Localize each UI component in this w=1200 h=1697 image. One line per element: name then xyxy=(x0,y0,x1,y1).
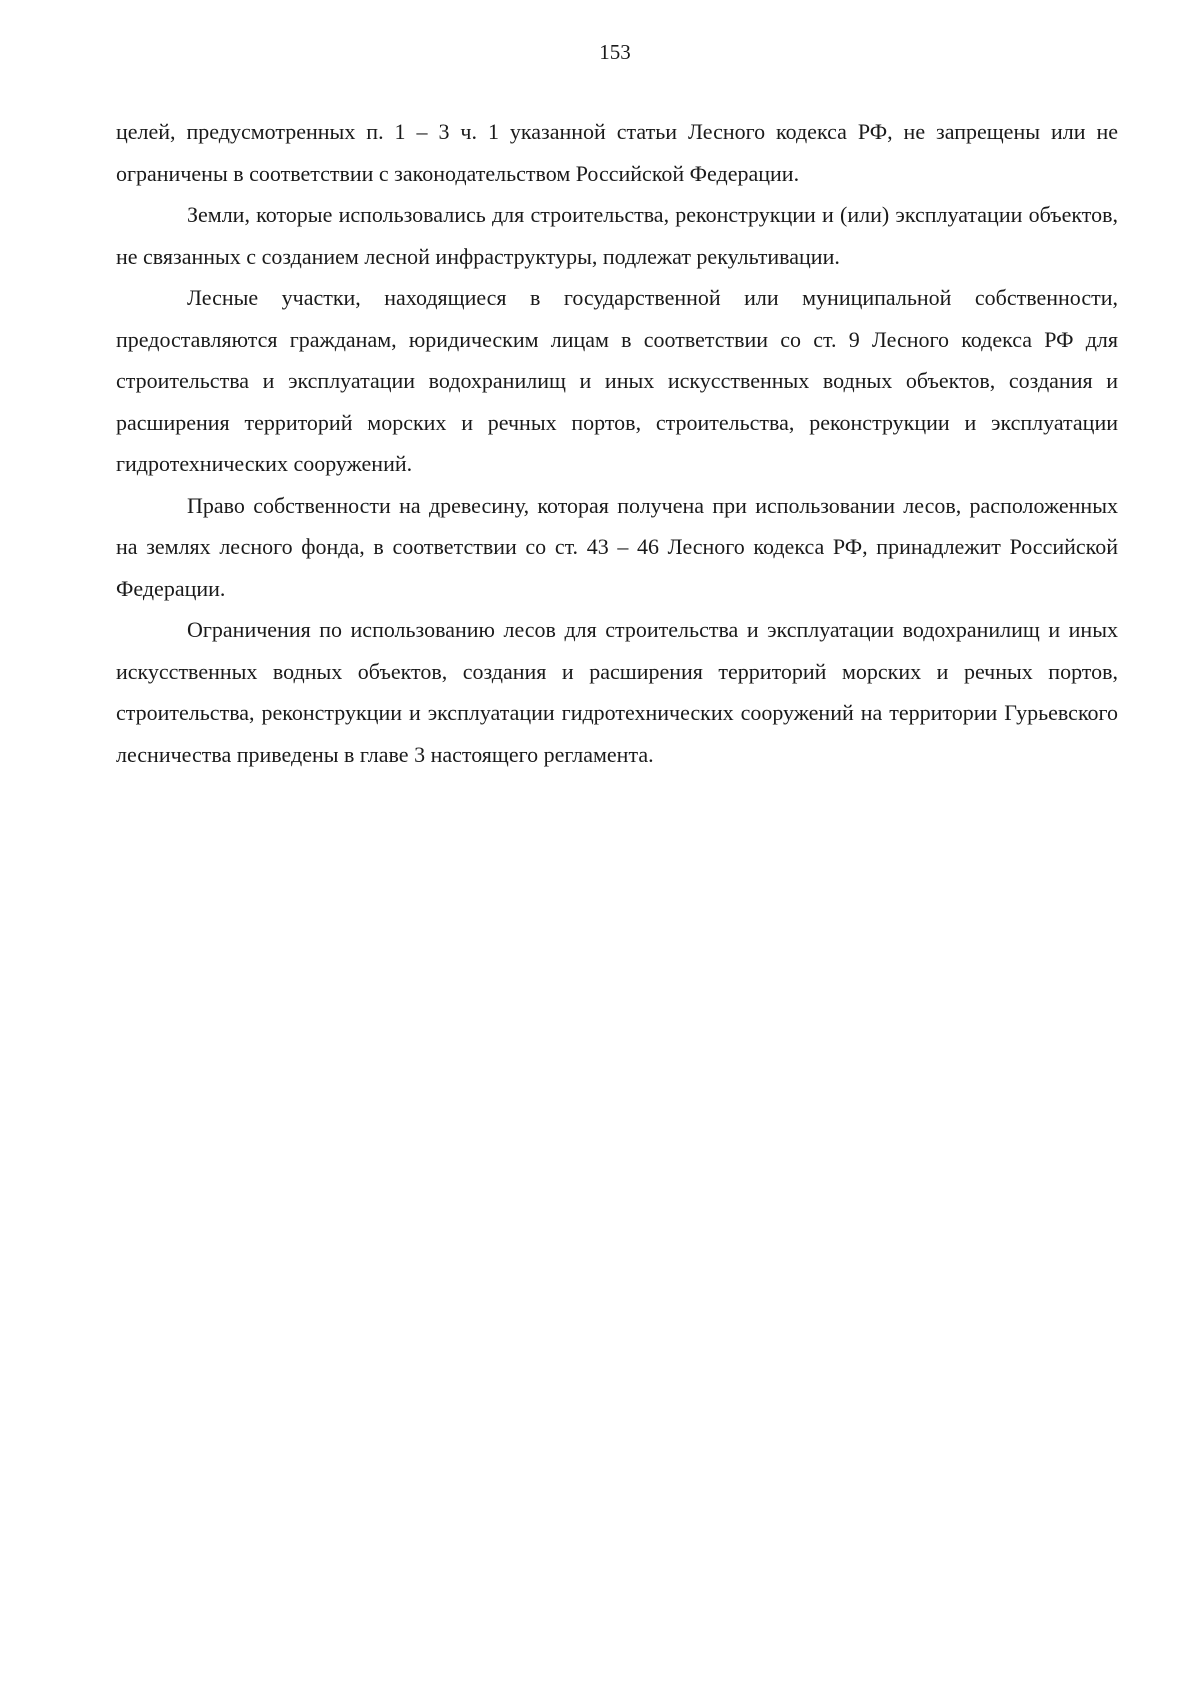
paragraph-restrictions: Ограничения по использованию лесов для строительства и эксплуатации водохранилищ и иных искусственных водных объектов, создания и расширения территорий морских и речных портов, строительства, реконструкции и эксплуатации гидротехнических сооружений на территории Гурьевского лесничества приведены в главе 3 настоящего регламента. xyxy=(116,617,1118,767)
paragraph-continuation: целей, предусмотренных п. 1 – 3 ч. 1 указанной статьи Лесного кодекса РФ, не запрещены или не ограничены в соответствии с законодательством Российской Федерации. xyxy=(116,119,1118,186)
paragraph-timber-ownership: Право собственности на древесину, которая получена при использовании лесов, расположенных на землях лесного фонда, в соответствии со ст. 43 – 46 Лесного кодекса РФ, принадлежит Российской Федерации. xyxy=(116,492,1118,601)
page-number: 153 xyxy=(599,40,631,64)
paragraph-forest-plots: Лесные участки, находящиеся в государственной или муниципальной собственности, предоставляются гражданам, юридическим лицам в соответствии со ст. 9 Лесного кодекса РФ для строительства и эксплуатации водохранилищ и иных искусственных водных объектов, создания и расширения территорий морских и речных портов, строительства, реконструкции и эксплуатации гидротехнических сооружений. xyxy=(116,285,1118,476)
document-body xyxy=(116,111,1118,775)
paragraph-land-recultivation: Земли, которые использовались для строительства, реконструкции и (или) эксплуатации объектов, не связанных с созданием лесной инфраструктуры, подлежат рекультивации. xyxy=(116,202,1118,269)
